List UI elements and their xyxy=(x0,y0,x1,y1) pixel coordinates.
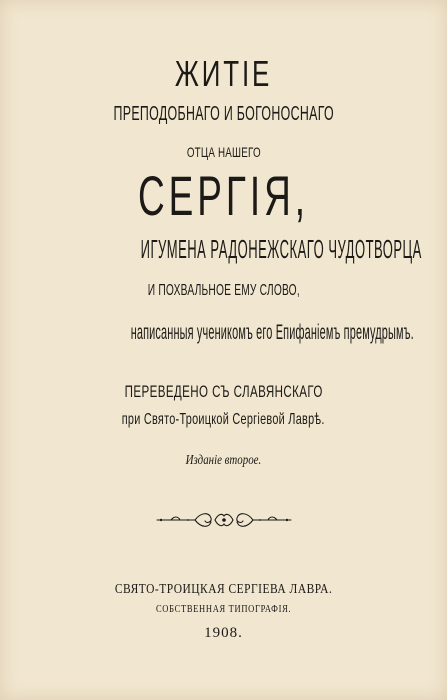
subtitle-pohvalnoe-slovo-text: И ПОХВАЛЬНОЕ ЕМУ СЛОВО, xyxy=(147,282,300,299)
heading-zhitie-text: ЖИТІЕ xyxy=(174,53,273,94)
translation-note xyxy=(0,383,447,400)
main-name-sergiya-text: СЕРГІЯ, xyxy=(138,164,309,227)
subtitle-otca-nashego-text: ОТЦА НАШЕГО xyxy=(186,144,261,160)
subtitle-pohvalnoe-slovo xyxy=(0,283,447,299)
lavra-note-text: при Свято-Троицкой Сергіевой Лаврѣ. xyxy=(122,411,325,428)
subtitle-igumena-text: ИГУМЕНА РАДОНЕЖСКАГО ЧУДОТВОРЦА xyxy=(140,234,422,264)
subtitle-prepodobnago-text: ПРЕПОДОБНАГО И БОГОНОСНАГО xyxy=(113,103,334,125)
decorative-scroll-ornament-icon xyxy=(155,508,293,532)
imprint-lavra-text: СВЯТО-ТРОИЦКАЯ СЕРГІЕВА ЛАВРА. xyxy=(114,582,333,597)
edition-note xyxy=(0,454,447,468)
subtitle-otca-nashego xyxy=(0,145,447,159)
translation-note-text: ПЕРЕВЕДЕНО СЪ СЛАВЯНСКАГО xyxy=(124,382,323,401)
imprint-year-text: 1908. xyxy=(204,625,243,641)
lavra-note xyxy=(0,412,447,428)
imprint-tipografiya-text: СОБСТВЕННАЯ ТИПОГРАФІЯ. xyxy=(155,604,292,615)
authorship-line xyxy=(0,322,447,343)
heading-zhitie xyxy=(0,53,447,94)
imprint-year xyxy=(0,626,447,641)
imprint-lavra xyxy=(0,583,447,597)
main-name-sergiya xyxy=(0,164,447,227)
subtitle-prepodobnago xyxy=(0,104,447,124)
imprint-tipografiya xyxy=(0,605,447,615)
subtitle-igumena xyxy=(0,236,447,262)
edition-note-text: Изданіе второе. xyxy=(185,453,262,468)
authorship-line-text: написанныя ученикомъ его Епифаніемъ премудрымъ. xyxy=(130,321,414,344)
